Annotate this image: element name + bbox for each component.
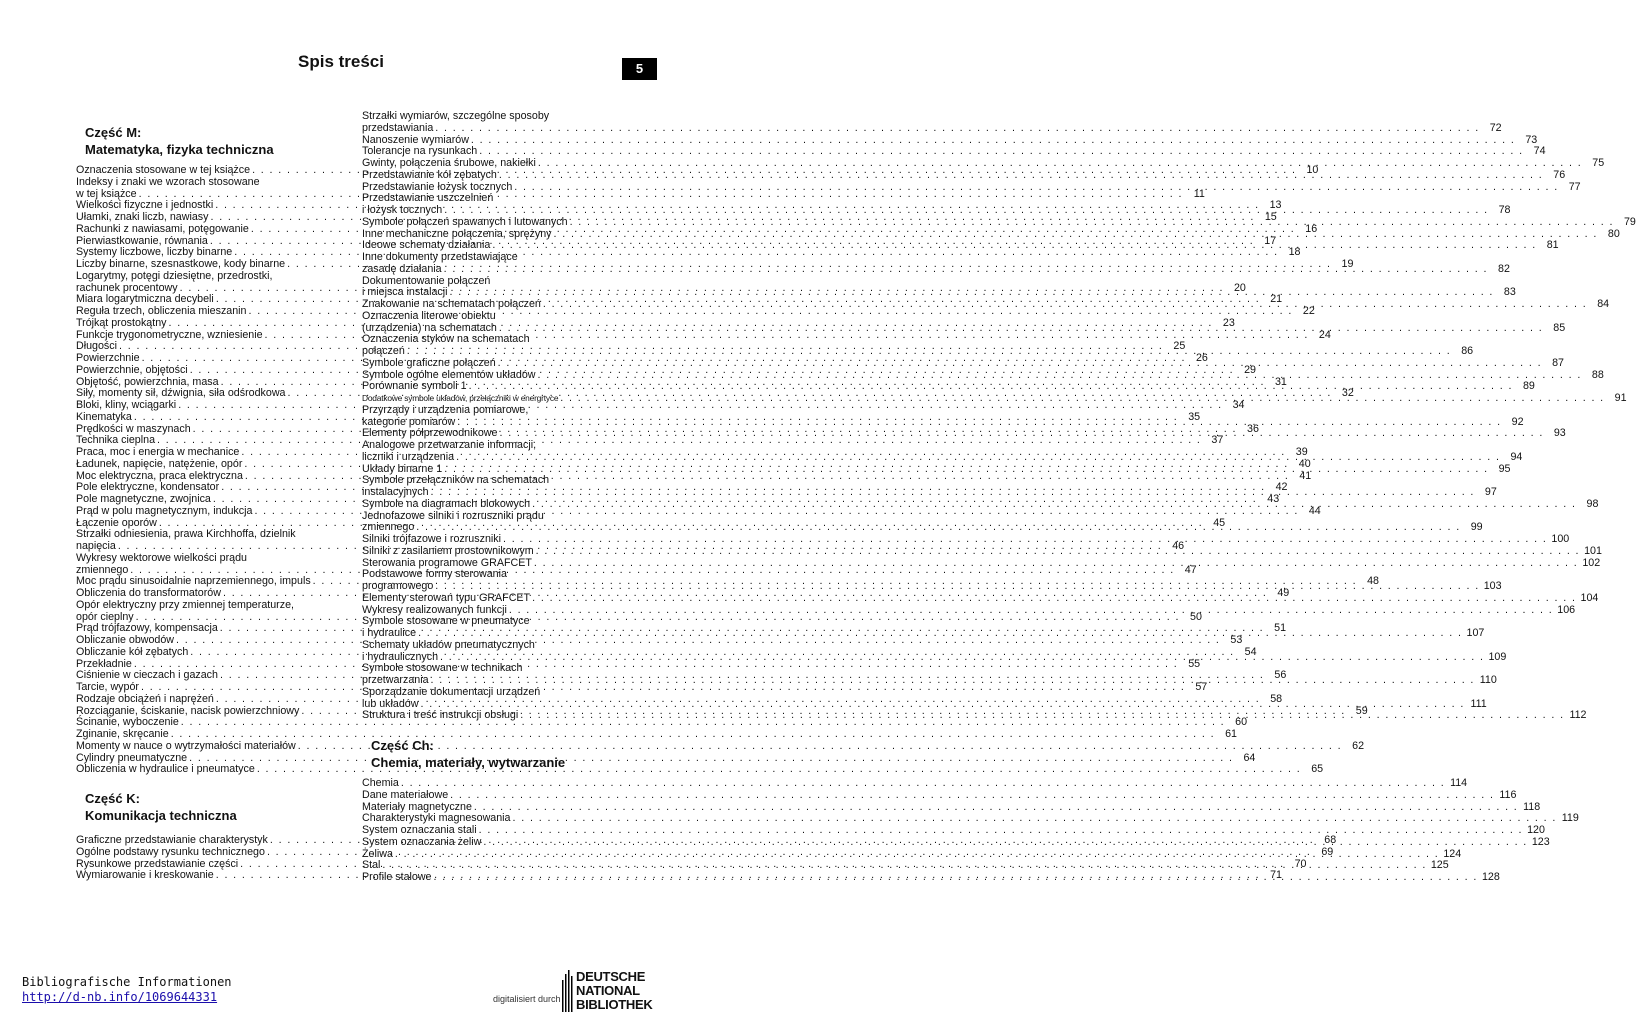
toc-entry-title: Struktura i treść instrukcji obsługi [362, 709, 519, 722]
toc-leader-dots [499, 428, 1543, 440]
toc-entry-title: Rachunki z nawiasami, potęgowanie [76, 222, 249, 235]
section-ch-title: Chemia, materiały, wytwarzanie [371, 755, 566, 770]
toc-entry-page: 100 [1551, 533, 1570, 545]
toc-entry-title: Ciśnienie w cieczach i gazach [76, 669, 218, 682]
toc-entry-title: instalacyjnych [362, 486, 429, 498]
toc-entry-title: Oznaczenia literowe obiektu [362, 309, 496, 322]
toc-leader-dots [536, 546, 1580, 558]
toc-entry-page: 118 [1523, 800, 1541, 813]
toc-entry-title: Siły, momenty sił, dźwignia, siła odśrodkowa [76, 387, 286, 400]
toc-entry-page: 55 [1188, 657, 1201, 670]
toc-entry-page: 44 [1308, 504, 1321, 517]
toc-entry-title: Reguła trzech, obliczenia mieszanin [76, 305, 247, 317]
toc-entry-page: 40 [1298, 457, 1311, 470]
toc-entry-page: 81 [1546, 239, 1559, 252]
toc-entry-page: 92 [1511, 415, 1524, 428]
toc-entry-page: 48 [1367, 575, 1379, 588]
toc-entry [76, 763, 1324, 776]
toc-entry-page: 34 [1232, 399, 1245, 411]
toc-entry-title: Materiały magnetyczne [362, 800, 472, 813]
toc-entry-page: 65 [1311, 763, 1324, 776]
toc-entry-title: Dodatkowe symbole układów, przełączniki w energrtyce [362, 393, 559, 403]
toc-entry-title: Prąd w polu magnetycznym, indukcja [76, 504, 253, 517]
toc-entry-title: Zginanie, skręcanie [76, 728, 169, 740]
toc-entry-title: Ogólne podstawy rysunku technicznego [76, 845, 265, 858]
toc-entry-title: Momenty w nauce o wytrzymałości materiałów [76, 739, 296, 752]
bibliographic-label: Bibliografische Informationen [22, 975, 232, 989]
toc-entry-title: lub układów [362, 697, 419, 710]
toc-entry-page: 59 [1355, 704, 1368, 717]
toc-entry-page: 21 [1270, 293, 1283, 306]
toc-entry [76, 177, 330, 189]
toc-leader-dots [532, 499, 1576, 511]
toc-entry-title: Symbole przełączników na schematach [362, 474, 550, 487]
toc-entry-page: 16 [1305, 222, 1318, 235]
toc-entry-page: 54 [1244, 645, 1257, 658]
toc-entry-page: 75 [1592, 157, 1605, 169]
toc-entry-title: Systemy liczbowe, liczby binarne [76, 246, 233, 259]
toc-entry-title: Powierzchnie [76, 352, 140, 364]
toc-entry-title: Moc elektryczna, praca elektryczna [76, 469, 243, 482]
toc-entry-title: Moc prądu sinusoidalnie naprzemiennego, impuls [76, 575, 311, 588]
toc-entry-title: Ideowe schematy działania [362, 239, 491, 252]
section-k-heading [76, 790, 330, 824]
toc-entry-title: i hydraulice [362, 627, 417, 639]
toc-leader-dots [514, 182, 1558, 194]
toc-entry [76, 728, 1237, 741]
toc-entry-title: Gwinty, połączenia śrubowe, nakiełki [362, 157, 536, 169]
toc-entry-title: Indeksy i znaki we wzorach stosowane [76, 175, 260, 188]
toc-entry [362, 111, 616, 123]
toc-entry-page: 76 [1553, 168, 1566, 181]
toc-entry-title: Przyrządy i urządzenia pomiarowe, [362, 403, 529, 416]
toc-leader-dots [450, 790, 1494, 802]
toc-entry-title: Nanoszenie wymiarów [362, 133, 469, 146]
logo-line-1: DEUTSCHE [576, 969, 646, 984]
toc-entry-page: 53 [1230, 634, 1243, 646]
toc-entry-page: 18 [1288, 246, 1301, 259]
toc-entry-title: Praca, moc i energia w mechanice [76, 446, 240, 458]
toc-entry-title: Pole magnetyczne, zwojnica [76, 493, 211, 505]
toc-leader-dots [532, 593, 1576, 605]
toc-entry-title: Inne mechaniczne połączenia, sprężyny [362, 227, 552, 240]
toc-entry-title: Graficzne przedstawianie charakterystyk [76, 834, 268, 846]
toc-entry-page: 49 [1277, 587, 1290, 599]
toc-entry-title: Inne dokumenty przedstawiające [362, 251, 518, 263]
toc-entry-page: 82 [1498, 262, 1510, 275]
logo-line-2: NATIONAL [576, 983, 640, 998]
toc-entry-title: Jednofazowe silniki i rozruszniki prądu [362, 509, 544, 522]
toc-entry-page: 88 [1591, 368, 1604, 381]
toc-entry-title: kategorie pomiarów [362, 415, 456, 428]
section-ch-heading [362, 737, 616, 771]
toc-entry-title: Symbole połączeń spawanych i lutowanych [362, 215, 568, 228]
toc-leader-dots [401, 778, 1445, 790]
toc-leader-dots [483, 834, 1527, 849]
toc-entry-title: Układy binarne 1 [362, 462, 443, 475]
toc-entry-page: 61 [1225, 728, 1237, 740]
toc-entry-title: Długości [76, 340, 117, 353]
toc-entry-page: 79 [1623, 215, 1636, 228]
toc-entry [362, 405, 616, 417]
dnb-link[interactable]: http://d-nb.info/1069644331 [22, 990, 218, 1004]
toc-entry-page: 124 [1443, 847, 1462, 860]
toc-entry-title: (urządzenia) na schematach [362, 321, 497, 334]
toc-entry-page: 15 [1264, 211, 1277, 223]
toc-leader-dots [570, 217, 1614, 229]
toc-entry-title: Łączenie oporów [76, 516, 157, 529]
toc-leader-dots [171, 729, 1215, 741]
toc-entry-page: 85 [1553, 321, 1566, 334]
toc-entry-page: 56 [1274, 669, 1287, 682]
toc-entry-title: Silniki z zasilaniem prostownikowym [362, 544, 534, 557]
toc-entry-title: Żeliwa [362, 847, 393, 860]
section-m-part: Część M: [85, 125, 142, 140]
toc-entry-title: Analogowe przetwarzanie informacji, [362, 439, 537, 451]
toc-entry-title: Ładunek, napięcie, natężenie, opór [76, 457, 243, 470]
toc-entry-title: opór cieplny [76, 610, 134, 623]
toc-entry-title: i miejsca instalacji [362, 286, 448, 299]
toc-entry-page: 112 [1569, 709, 1587, 722]
toc-entry-page: 114 [1450, 777, 1468, 789]
toc-entry-title: Miara logarytmiczna decybeli [76, 293, 214, 306]
toc-leader-dots [431, 675, 1475, 687]
toc-entry-title: zmiennego [362, 521, 415, 534]
toc-entry-page: 84 [1597, 298, 1610, 310]
toc-entry-title: Sterowania programowe GRAFCET [362, 556, 532, 569]
toc-entry [76, 271, 330, 283]
toc-entry-page: 22 [1302, 305, 1315, 317]
page-number-badge: 5 [622, 58, 657, 80]
section-k-title: Komunikacja techniczna [85, 808, 237, 823]
toc-entry-page: 32 [1341, 387, 1354, 400]
toc-entry-title: Obliczanie kół zębatych [76, 645, 189, 658]
toc-entry-page: 51 [1274, 622, 1287, 635]
toc-leader-dots [534, 558, 1578, 570]
toc-entry-title: Profile stalowe [362, 871, 432, 883]
toc-entry-title: w tej książce [76, 187, 137, 200]
toc-leader-dots [435, 581, 1479, 593]
toc-entry-page: 19 [1341, 258, 1354, 270]
toc-entry-title: Prąd trójfazowy, kompensacja [76, 622, 218, 635]
toc-leader-dots [444, 264, 1488, 276]
toc-entry-page: 98 [1586, 497, 1599, 510]
toc-entry-page: 109 [1488, 650, 1507, 663]
toc-entry-title: Przekładnie [76, 657, 132, 670]
toc-entry-title: zasadę działania [362, 262, 442, 275]
toc-entry-page: 103 [1483, 580, 1502, 592]
toc-entry-page: 46 [1172, 540, 1185, 552]
toc-entry-page: 94 [1510, 450, 1523, 463]
toc-entry-page: 64 [1243, 751, 1256, 764]
toc-entry-page: 70 [1294, 857, 1307, 870]
toc-entry-page: 116 [1499, 788, 1517, 801]
toc-entry-title: Znakowanie na schematach połączeń [362, 298, 541, 310]
toc-entry-page: 128 [1481, 871, 1500, 883]
toc-leader-dots [520, 710, 1564, 722]
toc-entry-title: Rozciąganie, ściskanie, nacisk powierzchniowy [76, 704, 300, 717]
toc-entry-title: Oznaczenia styków na schematach [362, 333, 530, 346]
toc-leader-dots [499, 323, 1543, 335]
toc-entry-title: Wykresy realizowanych funkcji [362, 603, 507, 616]
toc-entry-title: Wielkości fizyczne i jednostki [76, 199, 214, 212]
toc-leader-dots [560, 393, 1604, 405]
toc-entry-title: liczniki i urządzenia [362, 450, 455, 463]
toc-entry-page: 58 [1270, 692, 1283, 705]
toc-leader-dots [503, 534, 1547, 546]
toc-entry-page: 71 [1270, 869, 1282, 882]
toc-entry-title: Oznaczenia stosowane w tej książce [76, 164, 251, 176]
toc-entry-title: Ścinanie, wyboczenie [76, 716, 179, 729]
toc-entry-title: Przedstawianie kół zębatych [362, 168, 497, 181]
toc-entry-page: 101 [1584, 544, 1602, 557]
toc-entry-page: 62 [1352, 739, 1365, 752]
toc-entry-page: 50 [1190, 610, 1202, 623]
toc-entry-title: Przedstawianie uszczelnień [362, 192, 494, 205]
toc-entry-title: rachunek procentowy [76, 281, 178, 294]
toc-entry-title: Charakterystyki magnesowania [362, 812, 511, 825]
toc-entry-page: 106 [1557, 603, 1576, 616]
toc-entry-title: napięcia [76, 540, 116, 552]
toc-entry-page: 20 [1233, 281, 1246, 294]
toc-entry-page: 120 [1527, 824, 1545, 836]
toc-entry-title: Dane materiałowe [362, 788, 449, 801]
toc-entry-page: 69 [1321, 845, 1334, 858]
toc-entry-title: Tolerancje na rysunkach [362, 145, 478, 158]
toc-entry-page: 17 [1264, 234, 1277, 247]
toc-entry-title: Liczby binarne, szesnastkowe, kody binarne [76, 258, 286, 270]
toc-entry-page: 86 [1461, 345, 1474, 357]
toc-entry-title: Symbole graficzne połączeń [362, 356, 496, 369]
toc-leader-dots [435, 123, 1479, 135]
toc-entry-page: 60 [1235, 716, 1248, 729]
toc-entry-page: 83 [1503, 286, 1516, 299]
toc-entry-title: Wykresy wektorowe wielkości prądu [76, 551, 247, 564]
toc-entry [362, 788, 1517, 802]
toc-entry-title: Cylindry pneumatyczne [76, 751, 188, 764]
toc-entry-page: 45 [1213, 516, 1226, 529]
toc-entry-title: Sporządzanie dokumentacji urządzeń [362, 685, 541, 698]
toc-entry-title: Porównanie symboli 1 [362, 380, 467, 393]
toc-leader-dots [498, 358, 1542, 370]
section-m-heading [76, 124, 330, 158]
toc-entry-page: 36 [1247, 422, 1259, 435]
toc-entry-page: 13 [1269, 199, 1282, 212]
toc-entry-title: Objętość, powierzchnia, masa [76, 375, 219, 388]
toc-entry-page: 10 [1306, 164, 1319, 176]
toc-entry-title: Strzałki odniesienia, prawa Kirchhoffa, dzielnik [76, 528, 296, 541]
toc-entry-page: 87 [1552, 356, 1564, 369]
toc-entry-page: 39 [1295, 446, 1308, 458]
toc-entry-page: 43 [1267, 493, 1280, 505]
toc-entry-page: 78 [1498, 204, 1511, 216]
toc-entry [362, 777, 1468, 790]
toc-entry-page: 107 [1466, 627, 1485, 639]
toc-entry-title: Opór elektryczny przy zmiennej temperaturze, [76, 598, 294, 611]
toc-leader-dots [456, 452, 1500, 464]
toc-entry-page: 25 [1173, 340, 1186, 353]
barcode-icon [562, 970, 574, 1012]
toc-entry-title: Rodzaje obciążeń i naprężeń [76, 692, 214, 705]
toc-entry-page: 42 [1275, 481, 1288, 494]
toc-entry-page: 95 [1498, 462, 1511, 475]
toc-leader-dots [434, 869, 1478, 884]
section-k-part: Część K: [85, 791, 140, 806]
toc-entry-page: 80 [1607, 227, 1620, 240]
toc-entry-title: Tarcie, wypór [76, 681, 139, 693]
toc-entry-title: zmiennego [76, 563, 129, 576]
toc-entry-page: 77 [1568, 180, 1581, 193]
toc-leader-dots [509, 605, 1553, 617]
toc-entry-page: 31 [1274, 375, 1287, 388]
toc-leader-dots [418, 628, 1462, 640]
toc-entry-page: 47 [1184, 563, 1197, 576]
toc-entry-title: przetwarzania [362, 674, 429, 686]
toc-entry-page: 29 [1244, 363, 1256, 376]
toc-entry-title: Obliczenia w hydraulice i pneumatyce [76, 763, 255, 776]
toc-entry-page: 93 [1553, 427, 1566, 440]
toc-entry-page: 123 [1531, 835, 1550, 848]
toc-entry [76, 600, 330, 612]
toc-entry-title: Pole elektryczne, kondensator [76, 481, 220, 494]
toc-entry-page: 97 [1484, 486, 1497, 498]
toc-entry-title: Schematy układów pneumatycznych [362, 638, 535, 651]
toc-entry-title: Symbole stosowane w pneumatyce [362, 615, 530, 628]
digitalized-by-label: digitalisiert durch [493, 994, 561, 1004]
toc-entry-title: i hydraulicznych [362, 650, 439, 663]
toc-entry-title: Technika cieplna [76, 434, 156, 447]
toc-entry [362, 311, 616, 323]
toc-entry-page: 11 [1193, 187, 1205, 200]
toc-entry-title: i łożysk tocznych [362, 204, 443, 216]
bibliographic-info [22, 975, 232, 1005]
toc-leader-dots [479, 825, 1523, 837]
toc-entry-title: Ułamki, znaki liczb, nawiasy [76, 211, 209, 223]
toc-entry-title: Powierzchnie, objętości [76, 363, 188, 376]
toc-entry-title: Obliczanie obwodów [76, 634, 175, 646]
toc-entry-title: Logarytmy, potęgi dziesiętne, przedrostki, [76, 269, 273, 282]
toc-entry-title: Trójkąt prostokątny [76, 316, 167, 329]
toc-entry-page: 73 [1525, 133, 1538, 146]
toc-entry [362, 121, 1502, 135]
toc-entry-title: programowego [362, 580, 434, 592]
toc-entry-page: 57 [1195, 681, 1208, 693]
toc-entry-page: 41 [1299, 469, 1312, 482]
toc-entry-title: Strzałki wymiarów, szczególne sposoby [362, 110, 550, 122]
toc-entry-page: 26 [1195, 352, 1208, 364]
toc-entry-title: Wymiarowanie i kreskowanie [76, 869, 214, 882]
toc-entry-page: 72 [1489, 121, 1502, 134]
toc-entry [362, 824, 1545, 837]
section-m-title: Matematyka, fizyka techniczna [85, 142, 274, 157]
toc-entry-title: Przedstawianie łożysk tocznych [362, 180, 513, 193]
section-ch-part: Część Ch: [371, 738, 434, 753]
toc-entry [362, 640, 616, 652]
toc-entry-title: Kinematyka [76, 410, 132, 423]
toc-leader-dots [444, 205, 1488, 217]
logo-line-3: BIBLIOTHEK [576, 997, 653, 1012]
toc-entry-title: Dokumentowanie połączeń [362, 274, 491, 287]
toc-entry-title: Pierwiastkowanie, równania [76, 234, 208, 247]
toc-entry-page: 125 [1430, 859, 1449, 872]
toc-entry-page: 110 [1479, 674, 1497, 686]
toc-entry-page: 99 [1470, 521, 1483, 534]
toc-entry-title: Silniki trójfazowe i rozruszniki [362, 533, 501, 545]
toc-entry-title: Symbole na diagramach blokowych [362, 497, 531, 510]
toc-leader-dots [492, 240, 1536, 252]
toc-entry-title: Symbole ogólne elementów układów [362, 368, 536, 381]
toc-entry-title: Chemia [362, 777, 399, 789]
toc-entry-page: 119 [1561, 812, 1579, 825]
toc-entry-title: System oznaczania stali [362, 824, 477, 836]
toc-entry-page: 37 [1211, 434, 1224, 447]
toc-entry-page: 35 [1188, 410, 1201, 423]
toc-leader-dots [440, 652, 1484, 664]
toc-entry-page: 68 [1324, 834, 1337, 846]
toc-entry [76, 553, 330, 565]
toc-entry-title: połączeń [362, 345, 405, 357]
toc-entry-page: 111 [1470, 697, 1487, 710]
toc-entry [362, 252, 616, 264]
toc-entry-page: 74 [1533, 145, 1546, 158]
toc-entry-title: Bloki, kliny, wciągarki [76, 399, 177, 411]
toc-entry-page: 102 [1582, 556, 1601, 569]
toc-entry-title: Obliczenia do transformatorów [76, 587, 221, 599]
toc-leader-dots [431, 487, 1475, 499]
toc-leader-dots [543, 299, 1587, 311]
toc-leader-dots [538, 158, 1582, 170]
toc-entry [362, 440, 616, 452]
toc-entry-page: 24 [1318, 328, 1331, 341]
toc-entry-title: przedstawiania [362, 121, 434, 134]
toc-entry-title: Elementy półprzewodnikowe [362, 427, 498, 440]
toc-entry-title: Elementy sterowań typu GRAFCET [362, 591, 531, 604]
toc-leader-dots [407, 346, 1451, 358]
toc-entry-title: Rysunkowe przedstawianie części [76, 857, 239, 870]
dnb-logo [562, 970, 662, 1012]
page-title: Spis treści [298, 52, 384, 71]
toc-entry-title: System oznaczania żeliw [362, 835, 482, 848]
toc-entry-page: 104 [1580, 591, 1599, 604]
toc-leader-dots [499, 170, 1543, 182]
toc-entry-page: 91 [1614, 392, 1627, 404]
toc-leader-dots [444, 464, 1488, 476]
toc-entry-title: Prędkości w maszynach [76, 422, 191, 435]
toc-entry-title: Podstawowe formy sterowania [362, 568, 507, 581]
toc-entry-title: Funkcje trygonometryczne, wzniesienie [76, 328, 263, 341]
toc-entry [362, 687, 616, 699]
toc-entry-page: 23 [1222, 316, 1235, 329]
toc-entry-title: Symbole stosowane w technikach [362, 662, 523, 675]
toc-entry-title: Stal [362, 859, 381, 872]
toc-entry-page: 89 [1522, 380, 1535, 393]
